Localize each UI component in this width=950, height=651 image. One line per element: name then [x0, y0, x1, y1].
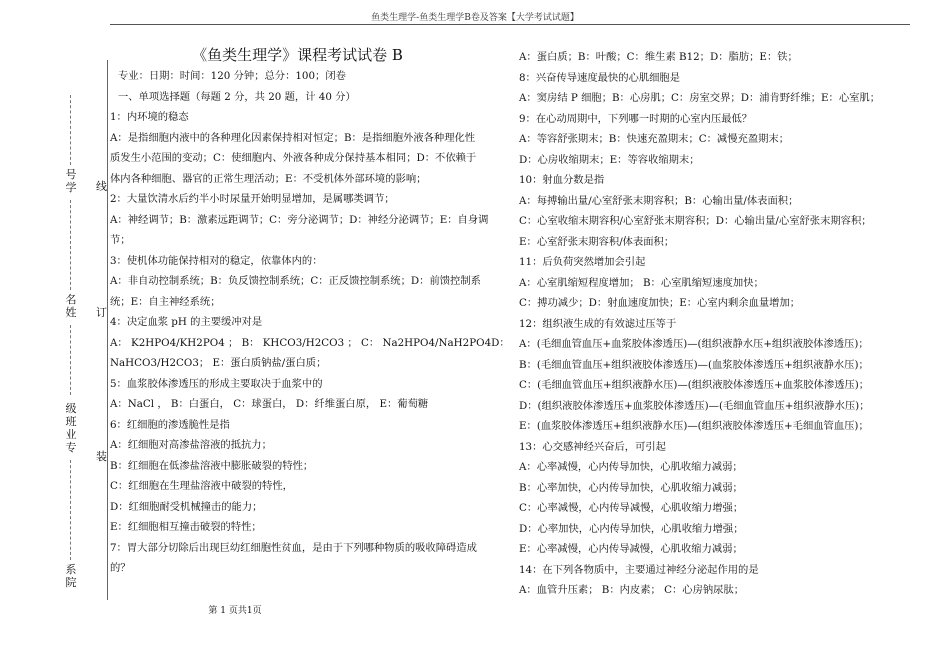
- question-line: 12：组织液生成的有效滤过压等于: [519, 317, 677, 330]
- question-line: A：NaCl ， B：白蛋白， C：球蛋白， D：纤维蛋白原， E：葡萄糖: [110, 398, 429, 410]
- question-line: D：(组织液胶体渗透压+血浆胶体渗透压)—(毛细血管血压+组织液静水压)；: [519, 399, 870, 412]
- question-line: A：是指细胞内液中的各种理化因素保持相对恒定；B：是指细胞外液各种理化性: [110, 131, 476, 144]
- question-line: 2：大量饮清水后约半小时尿量开始明显增加，是属哪类调节；: [110, 193, 395, 205]
- binding-line: [107, 60, 108, 600]
- question-line: D：心房收缩期末；E：等容收缩期末；: [519, 153, 700, 166]
- question-line: C：心室收缩末期容积/心室舒张末期容积；D：心输出量/心室舒张末期容积；: [519, 215, 872, 227]
- question-line: 11：后负荷突然增加会引起: [519, 256, 646, 268]
- question-line: A：非自动控制系统；B：负反馈控制系统；C：正反馈控制系统；D：前馈控制系: [110, 275, 481, 287]
- question-line: 8：兴奋传导速度最快的心肌细胞是: [519, 71, 681, 84]
- question-line: C：红细胞在生理盐溶液中破裂的特性，: [110, 480, 293, 492]
- class-major-label: 级班业专: [65, 402, 77, 454]
- question-line: D：红细胞耐受机械撞击的能力；: [110, 500, 263, 513]
- question-line: D：心率加快，心内传导加快，心肌收缩力增强；: [519, 522, 744, 535]
- question-line: E：红细胞相互撞击破裂的特性；: [110, 521, 262, 533]
- question-line: E：心室舒张末期容积/体表面积；: [519, 235, 675, 248]
- binding-dash: [70, 95, 71, 165]
- question-line: 7：胃大部分切除后出现巨幼红细胞性贫血，是由于下列哪种物质的吸收障碍造成: [110, 541, 477, 554]
- binding-mark-staple: 订: [96, 306, 107, 319]
- question-line: 节；: [110, 234, 131, 246]
- question-line: B：心率加快，心内传导加快，心肌收缩力减弱；: [519, 481, 743, 494]
- name-label: 名姓: [65, 293, 77, 319]
- question-line: 的？: [110, 562, 131, 574]
- question-line: A： K2HPO4/KH2PO4 ； B： KHCO3/H2CO3 ； C： Na2HPO4/NaH2PO4D：: [110, 336, 510, 349]
- question-line: A：血管升压素； B：内皮素； C：心房钠尿肽；: [519, 584, 745, 596]
- question-line: A：窦房结 P 细胞；B：心房肌；C：房室交界；D：浦肯野纤维；E：心室肌；: [519, 92, 881, 104]
- section-heading: 一、单项选择题（每题 2 分，共 20 题，计 40 分）: [118, 90, 356, 103]
- question-line: 10：射血分数是指: [519, 174, 605, 186]
- question-line: A：心室肌缩短程度增加； B：心室肌缩短速度加快；: [519, 276, 764, 289]
- question-line: A：心率减慢，心内传导加快，心肌收缩力减弱；: [519, 461, 743, 473]
- question-line: A：(毛细血管血压+血浆胶体渗透压)—(组织液静水压+组织液胶体渗透压)；: [519, 338, 869, 350]
- page-footer: 第 1 页共1页: [208, 606, 262, 616]
- exam-meta: 专业：日期：时间：120 分钟；总分：100；闭卷: [118, 70, 346, 82]
- question-line: 14：在下列各物质中，主要通过神经分泌起作用的是: [519, 563, 759, 576]
- question-line: 体内各种细胞、器官的正常生理活动；E：不受机体外部环境的影响；: [110, 172, 427, 185]
- question-line: B：(毛细血管血压+组织液胶体渗透压)—(血浆胶体渗透压+组织液静水压)；: [519, 358, 869, 371]
- question-line: NaHCO3/H2CO3； E：蛋白质钠盐/蛋白质；: [110, 357, 327, 369]
- question-line: 6：红细胞的渗透脆性是指: [110, 418, 230, 431]
- question-line: 3：使机体功能保持相对的稳定，依靠体内的：: [110, 254, 323, 267]
- question-line: A：等容舒张期末；B：快速充盈期末；C：减慢充盈期末；: [519, 133, 790, 145]
- student-id-label: 号学: [65, 168, 77, 194]
- left-column: [110, 44, 510, 579]
- right-column: [519, 47, 934, 601]
- question-line: A：神经调节；B：激素远距调节；C：旁分泌调节；D：神经分泌调节；E：自身调: [110, 213, 489, 226]
- question-line: 9：在心动周期中，下列哪一时期的心室内压最低？: [519, 112, 753, 125]
- question-line: 13：心交感神经兴奋后，可引起: [519, 440, 666, 453]
- page-header: 鱼类生理学-鱼类生理学B卷及答案【大学考试试题】: [371, 13, 579, 23]
- department-label: 系院: [65, 563, 77, 589]
- question-line: 4：决定血浆 pH 的主要缓冲对是: [110, 316, 263, 328]
- question-line: 5：血浆胶体渗透压的形成主要取决于血浆中的: [110, 377, 323, 390]
- binding-mark-line: 线: [96, 180, 107, 193]
- question-line: E：心率减慢，心内传导减慢，心肌收缩力减弱；: [519, 543, 743, 555]
- question-line: A：红细胞对高渗盐溶液的抵抗力；: [110, 439, 272, 451]
- binding-mark-bind: 装: [96, 450, 107, 463]
- question-line: E：(血浆胶体渗透压+组织液静水压)—(组织液胶体渗透压+毛细血管血压)；: [519, 420, 869, 432]
- binding-dash: [70, 325, 71, 395]
- question-line: A：每搏输出量/心室舒张末期容积；B：心输出量/体表面积；: [519, 194, 799, 207]
- question-line: 质发生小范围的变动；C：使细胞内、外液各种成分保持基本相同；D：不依赖于: [110, 152, 477, 164]
- question-line: B：红细胞在低渗盐溶液中膨胀破裂的特性；: [110, 459, 314, 472]
- exam-title: 《鱼类生理学》课程考试试卷 B: [192, 46, 403, 64]
- header-rule: [110, 24, 910, 25]
- question-line: C：心率减慢，心内传导减慢，心肌收缩力增强；: [519, 502, 744, 514]
- question-line: C：搏功减少；D：射血速度加快；E：心室内剩余血量增加；: [519, 297, 801, 309]
- question-line: A：蛋白质；B：叶酸；C：维生素 B12；D：脂肪；E：铁；: [519, 51, 798, 63]
- question-line: C：(毛细血管血压+组织液静水压)—(组织液胶体渗透压+血浆胶体渗透压)；: [519, 379, 870, 391]
- binding-dash: [70, 200, 71, 290]
- question-line: 统；E：自主神经系统；: [110, 295, 221, 308]
- question-line: 1：内环境的稳态: [110, 111, 189, 123]
- binding-dash: [70, 460, 71, 560]
